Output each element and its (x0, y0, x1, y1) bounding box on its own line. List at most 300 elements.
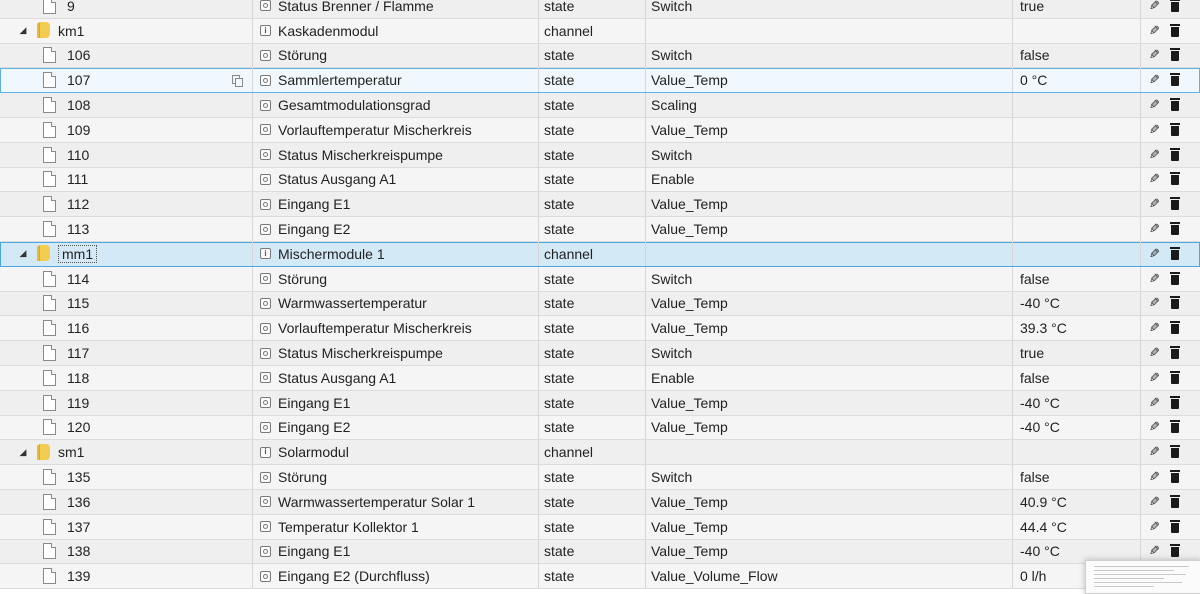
object-name: Status Mischerkreispumpe (278, 345, 443, 362)
object-name: Mischermodule 1 (278, 245, 385, 262)
column-divider (252, 515, 253, 539)
object-id: 112 (67, 196, 90, 213)
object-name: Status Ausgang A1 (278, 369, 397, 386)
tree-folder-row[interactable] (0, 19, 1200, 44)
column-divider (1140, 44, 1141, 68)
object-role: Switch (651, 146, 693, 163)
state-icon (260, 298, 271, 309)
object-type: state (544, 543, 575, 560)
object-id: 139 (67, 568, 91, 585)
tree-state-row[interactable] (0, 391, 1200, 416)
object-name: Kaskadenmodul (278, 22, 379, 39)
state-icon (260, 75, 271, 86)
column-divider (252, 143, 253, 167)
tree-state-row[interactable] (0, 515, 1200, 540)
pencil-icon[interactable]: ✎ (1148, 72, 1160, 88)
object-id: 119 (67, 394, 90, 411)
pencil-icon[interactable]: ✎ (1148, 518, 1160, 534)
column-divider (645, 217, 646, 241)
pencil-icon[interactable]: ✎ (1148, 543, 1160, 559)
column-divider (645, 515, 646, 539)
object-id: 136 (67, 493, 91, 510)
channel-icon: i (260, 248, 271, 259)
column-divider (252, 440, 253, 464)
trash-icon[interactable] (1168, 19, 1182, 43)
file-icon (43, 118, 59, 142)
object-name: Vorlauftemperatur Mischerkreis (278, 121, 472, 138)
tree-state-row[interactable] (0, 341, 1200, 366)
column-divider (252, 341, 253, 365)
object-role: Value_Temp (651, 320, 728, 337)
object-id: 138 (67, 543, 91, 560)
trash-icon[interactable] (1168, 192, 1182, 216)
object-id: 110 (67, 146, 90, 163)
pencil-icon[interactable]: ✎ (1148, 221, 1160, 237)
column-divider (252, 0, 253, 18)
column-divider (1140, 242, 1141, 266)
column-divider (1012, 341, 1013, 365)
object-id: km1 (58, 22, 85, 39)
object-value[interactable]: -40 °C (1020, 295, 1060, 312)
column-divider (252, 93, 253, 117)
column-divider (645, 391, 646, 415)
file-icon (43, 168, 59, 192)
object-value[interactable]: 40.9 °C (1020, 493, 1067, 510)
tree-state-row[interactable] (0, 93, 1200, 118)
tree-state-row[interactable] (0, 490, 1200, 515)
file-icon (43, 93, 59, 117)
object-type: channel (544, 245, 594, 262)
object-role: Value_Volume_Flow (651, 568, 778, 585)
state-icon (260, 546, 271, 557)
column-divider (1140, 440, 1141, 464)
column-divider (1140, 192, 1141, 216)
object-type: state (544, 196, 575, 213)
state-icon (260, 372, 271, 383)
tree-state-row[interactable] (0, 416, 1200, 441)
object-value[interactable]: -40 °C (1020, 419, 1060, 436)
object-role: Switch (651, 270, 693, 287)
object-type: state (544, 121, 575, 138)
pencil-icon[interactable]: ✎ (1148, 444, 1160, 460)
column-divider (645, 366, 646, 390)
column-divider (252, 44, 253, 68)
tree-state-row[interactable] (0, 143, 1200, 168)
object-type: state (544, 270, 575, 287)
object-type: state (544, 221, 575, 238)
object-id: 9 (67, 0, 75, 14)
object-name: Eingang E2 (278, 221, 351, 238)
trash-icon[interactable] (1168, 242, 1182, 266)
trash-icon[interactable] (1168, 391, 1182, 415)
object-id: 117 (67, 345, 90, 362)
pencil-icon[interactable]: ✎ (1148, 369, 1160, 385)
column-divider (538, 416, 539, 440)
object-name: Warmwassertemperatur Solar 1 (278, 493, 476, 510)
column-divider (252, 416, 253, 440)
object-name: Gesamtmodulationsgrad (278, 97, 431, 114)
column-divider (645, 267, 646, 291)
column-divider (1140, 118, 1141, 142)
object-id: 109 (67, 121, 91, 138)
file-icon (43, 143, 59, 167)
triangle-down-icon[interactable]: ◢ (19, 248, 27, 259)
column-divider (1012, 168, 1013, 192)
trash-icon[interactable] (1168, 0, 1182, 18)
object-name: Solarmodul (278, 444, 349, 461)
tree-folder-row[interactable] (0, 440, 1200, 465)
column-divider (252, 192, 253, 216)
state-icon (260, 571, 271, 582)
pencil-icon[interactable]: ✎ (1148, 47, 1160, 63)
column-divider (538, 341, 539, 365)
pencil-icon[interactable]: ✎ (1148, 121, 1160, 137)
copy-icon[interactable] (228, 68, 244, 92)
state-icon (260, 224, 271, 235)
column-divider (1140, 465, 1141, 489)
column-divider (1140, 416, 1141, 440)
pencil-icon[interactable]: ✎ (1148, 0, 1160, 13)
file-icon (43, 391, 59, 415)
object-id: 108 (67, 97, 91, 114)
object-type: state (544, 493, 575, 510)
column-divider (1140, 341, 1141, 365)
column-divider (252, 540, 253, 564)
object-value[interactable]: -40 °C (1020, 543, 1060, 560)
column-divider (252, 465, 253, 489)
trash-icon[interactable] (1168, 93, 1182, 117)
object-role: Value_Temp (651, 493, 728, 510)
column-divider (1012, 465, 1013, 489)
object-value[interactable]: false (1020, 270, 1050, 287)
file-icon (43, 564, 59, 588)
tree-state-row[interactable] (0, 192, 1200, 217)
column-divider (1140, 292, 1141, 316)
column-divider (538, 490, 539, 514)
column-divider (1012, 192, 1013, 216)
object-type: state (544, 345, 575, 362)
object-id: 118 (67, 369, 90, 386)
file-icon (43, 192, 59, 216)
column-divider (1012, 540, 1013, 564)
tree-state-row[interactable] (0, 267, 1200, 292)
object-name: Status Ausgang A1 (278, 171, 397, 188)
column-divider (252, 391, 253, 415)
object-value[interactable]: true (1020, 345, 1045, 362)
folder-icon (36, 242, 52, 266)
state-icon (260, 273, 271, 284)
trash-icon[interactable] (1168, 366, 1182, 390)
folder-icon (36, 440, 52, 464)
trash-icon[interactable] (1168, 440, 1182, 464)
column-divider (1140, 0, 1141, 18)
object-role: Switch (651, 47, 693, 64)
object-role: Enable (651, 171, 695, 188)
column-divider (538, 19, 539, 43)
column-divider (645, 316, 646, 340)
tree-state-row[interactable] (0, 292, 1200, 317)
state-icon (260, 323, 271, 334)
column-divider (645, 540, 646, 564)
tree-folder-row[interactable] (0, 242, 1200, 267)
file-icon (43, 416, 59, 440)
trash-icon[interactable] (1168, 515, 1182, 539)
trash-icon[interactable] (1168, 316, 1182, 340)
column-divider (1012, 515, 1013, 539)
state-icon (260, 149, 271, 160)
object-id: 106 (67, 47, 91, 64)
column-divider (645, 242, 646, 266)
object-role: Value_Temp (651, 419, 728, 436)
column-divider (1012, 440, 1013, 464)
trash-icon[interactable] (1168, 490, 1182, 514)
object-name: Temperatur Kollektor 1 (278, 518, 419, 535)
object-name: Eingang E1 (278, 394, 351, 411)
object-name: Störung (278, 270, 328, 287)
pencil-icon[interactable]: ✎ (1148, 419, 1160, 435)
trash-icon[interactable] (1168, 292, 1182, 316)
column-divider (645, 440, 646, 464)
object-type: channel (544, 444, 594, 461)
column-divider (538, 540, 539, 564)
column-divider (1012, 217, 1013, 241)
column-divider (1012, 267, 1013, 291)
object-value[interactable]: 44.4 °C (1020, 518, 1067, 535)
tree-state-row[interactable] (0, 168, 1200, 193)
object-type: state (544, 0, 575, 14)
column-divider (1012, 118, 1013, 142)
tree-state-row[interactable] (0, 217, 1200, 242)
column-divider (645, 416, 646, 440)
tree-state-row[interactable] (0, 316, 1200, 341)
object-value[interactable]: -40 °C (1020, 394, 1060, 411)
pencil-icon[interactable]: ✎ (1148, 469, 1160, 485)
column-divider (538, 515, 539, 539)
trash-icon[interactable] (1168, 168, 1182, 192)
state-icon (260, 0, 271, 11)
column-divider (645, 168, 646, 192)
trash-icon[interactable] (1168, 44, 1182, 68)
column-divider (1140, 267, 1141, 291)
object-id: 116 (67, 320, 90, 337)
minimap-preview[interactable] (1085, 560, 1200, 594)
state-icon (260, 199, 271, 210)
channel-icon: i (260, 25, 271, 36)
object-name: Vorlauftemperatur Mischerkreis (278, 320, 472, 337)
object-name: Störung (278, 469, 328, 486)
object-value[interactable]: false (1020, 47, 1050, 64)
object-type: state (544, 369, 575, 386)
object-type: state (544, 469, 575, 486)
object-role: Value_Temp (651, 394, 728, 411)
file-icon (43, 0, 59, 18)
trash-icon[interactable] (1168, 465, 1182, 489)
column-divider (1012, 19, 1013, 43)
trash-icon[interactable] (1168, 68, 1182, 92)
object-type: state (544, 419, 575, 436)
column-divider (538, 192, 539, 216)
object-type: state (544, 568, 575, 585)
column-divider (252, 217, 253, 241)
object-id: 111 (67, 171, 89, 188)
column-divider (1012, 68, 1013, 92)
object-name: Sammlertemperatur (278, 72, 402, 89)
file-icon (43, 217, 59, 241)
column-divider (645, 0, 646, 18)
triangle-down-icon[interactable]: ◢ (19, 446, 27, 457)
tree-state-row[interactable] (0, 564, 1200, 589)
column-divider (645, 341, 646, 365)
tree-state-row[interactable] (0, 44, 1200, 69)
object-type: state (544, 47, 575, 64)
state-icon (260, 100, 271, 111)
tree-state-row[interactable] (0, 68, 1200, 93)
column-divider (252, 68, 253, 92)
column-divider (1140, 143, 1141, 167)
column-divider (252, 316, 253, 340)
tree-state-row[interactable] (0, 540, 1200, 565)
column-divider (645, 564, 646, 588)
column-divider (538, 366, 539, 390)
column-divider (538, 564, 539, 588)
tree-state-row[interactable] (0, 118, 1200, 143)
column-divider (1012, 0, 1013, 18)
state-icon (260, 472, 271, 483)
column-divider (1140, 68, 1141, 92)
column-divider (538, 316, 539, 340)
object-type: state (544, 295, 575, 312)
pencil-icon[interactable]: ✎ (1148, 22, 1160, 38)
tree-state-row[interactable] (0, 366, 1200, 391)
object-type: state (544, 97, 575, 114)
column-divider (538, 93, 539, 117)
column-divider (645, 68, 646, 92)
object-id: 120 (67, 419, 91, 436)
trash-icon[interactable] (1168, 217, 1182, 241)
state-icon (260, 174, 271, 185)
object-value[interactable]: true (1020, 0, 1045, 14)
pencil-icon[interactable]: ✎ (1148, 171, 1160, 187)
triangle-down-icon[interactable]: ◢ (19, 25, 27, 36)
file-icon (43, 267, 59, 291)
object-name: Status Brenner / Flamme (278, 0, 434, 14)
object-name: Eingang E1 (278, 196, 351, 213)
pencil-icon[interactable]: ✎ (1148, 493, 1160, 509)
object-role: Scaling (651, 97, 697, 114)
pencil-icon[interactable]: ✎ (1148, 97, 1160, 113)
file-icon (43, 366, 59, 390)
column-divider (1012, 242, 1013, 266)
object-role: Enable (651, 369, 695, 386)
object-type: state (544, 320, 575, 337)
object-role: Value_Temp (651, 518, 728, 535)
column-divider (645, 490, 646, 514)
trash-icon[interactable] (1168, 416, 1182, 440)
column-divider (538, 267, 539, 291)
column-divider (1140, 490, 1141, 514)
trash-icon[interactable] (1168, 118, 1182, 142)
pencil-icon[interactable]: ✎ (1148, 270, 1160, 286)
pencil-icon[interactable]: ✎ (1148, 146, 1160, 162)
column-divider (1012, 366, 1013, 390)
column-divider (1140, 515, 1141, 539)
state-icon (260, 496, 271, 507)
column-divider (1012, 44, 1013, 68)
pencil-icon[interactable]: ✎ (1148, 394, 1160, 410)
object-value[interactable]: false (1020, 469, 1050, 486)
column-divider (645, 192, 646, 216)
column-divider (1140, 366, 1141, 390)
object-name: Eingang E2 (278, 419, 351, 436)
file-icon (43, 316, 59, 340)
column-divider (1140, 93, 1141, 117)
file-icon (43, 490, 59, 514)
state-icon (260, 422, 271, 433)
column-divider (1140, 391, 1141, 415)
object-role: Value_Temp (651, 121, 728, 138)
column-divider (1012, 93, 1013, 117)
column-divider (645, 292, 646, 316)
object-type: state (544, 518, 575, 535)
object-value[interactable]: false (1020, 369, 1050, 386)
column-divider (645, 143, 646, 167)
object-type: state (544, 146, 575, 163)
column-divider (252, 490, 253, 514)
state-icon (260, 124, 271, 135)
pencil-icon[interactable]: ✎ (1148, 320, 1160, 336)
column-divider (1012, 292, 1013, 316)
pencil-icon[interactable]: ✎ (1148, 295, 1160, 311)
pencil-icon[interactable]: ✎ (1148, 196, 1160, 212)
column-divider (1140, 316, 1141, 340)
object-name: Status Mischerkreispumpe (278, 146, 443, 163)
object-value[interactable]: 39.3 °C (1020, 320, 1067, 337)
column-divider (252, 267, 253, 291)
column-divider (538, 0, 539, 18)
trash-icon[interactable] (1168, 267, 1182, 291)
trash-icon[interactable] (1168, 143, 1182, 167)
object-value[interactable]: 0 l/h (1020, 568, 1047, 585)
object-name: Warmwassertemperatur (278, 295, 427, 312)
column-divider (538, 168, 539, 192)
file-icon (43, 341, 59, 365)
object-type: channel (544, 22, 594, 39)
column-divider (645, 44, 646, 68)
channel-icon: i (260, 447, 271, 458)
object-id: 107 (67, 72, 91, 89)
object-id: 113 (67, 221, 90, 238)
pencil-icon[interactable]: ✎ (1148, 345, 1160, 361)
state-icon (260, 348, 271, 359)
trash-icon[interactable] (1168, 341, 1182, 365)
column-divider (252, 19, 253, 43)
pencil-icon[interactable]: ✎ (1148, 245, 1160, 261)
column-divider (645, 465, 646, 489)
object-id: 114 (67, 270, 90, 287)
object-role: Value_Temp (651, 221, 728, 238)
column-divider (1012, 391, 1013, 415)
tree-state-row[interactable] (0, 0, 1200, 19)
object-value[interactable]: 0 °C (1020, 72, 1048, 89)
column-divider (538, 217, 539, 241)
column-divider (1140, 19, 1141, 43)
tree-state-row[interactable] (0, 465, 1200, 490)
object-id: mm1 (58, 245, 97, 263)
object-id: sm1 (58, 444, 85, 461)
object-role: Switch (651, 345, 693, 362)
column-divider (1012, 416, 1013, 440)
object-name: Eingang E2 (Durchfluss) (278, 568, 430, 585)
